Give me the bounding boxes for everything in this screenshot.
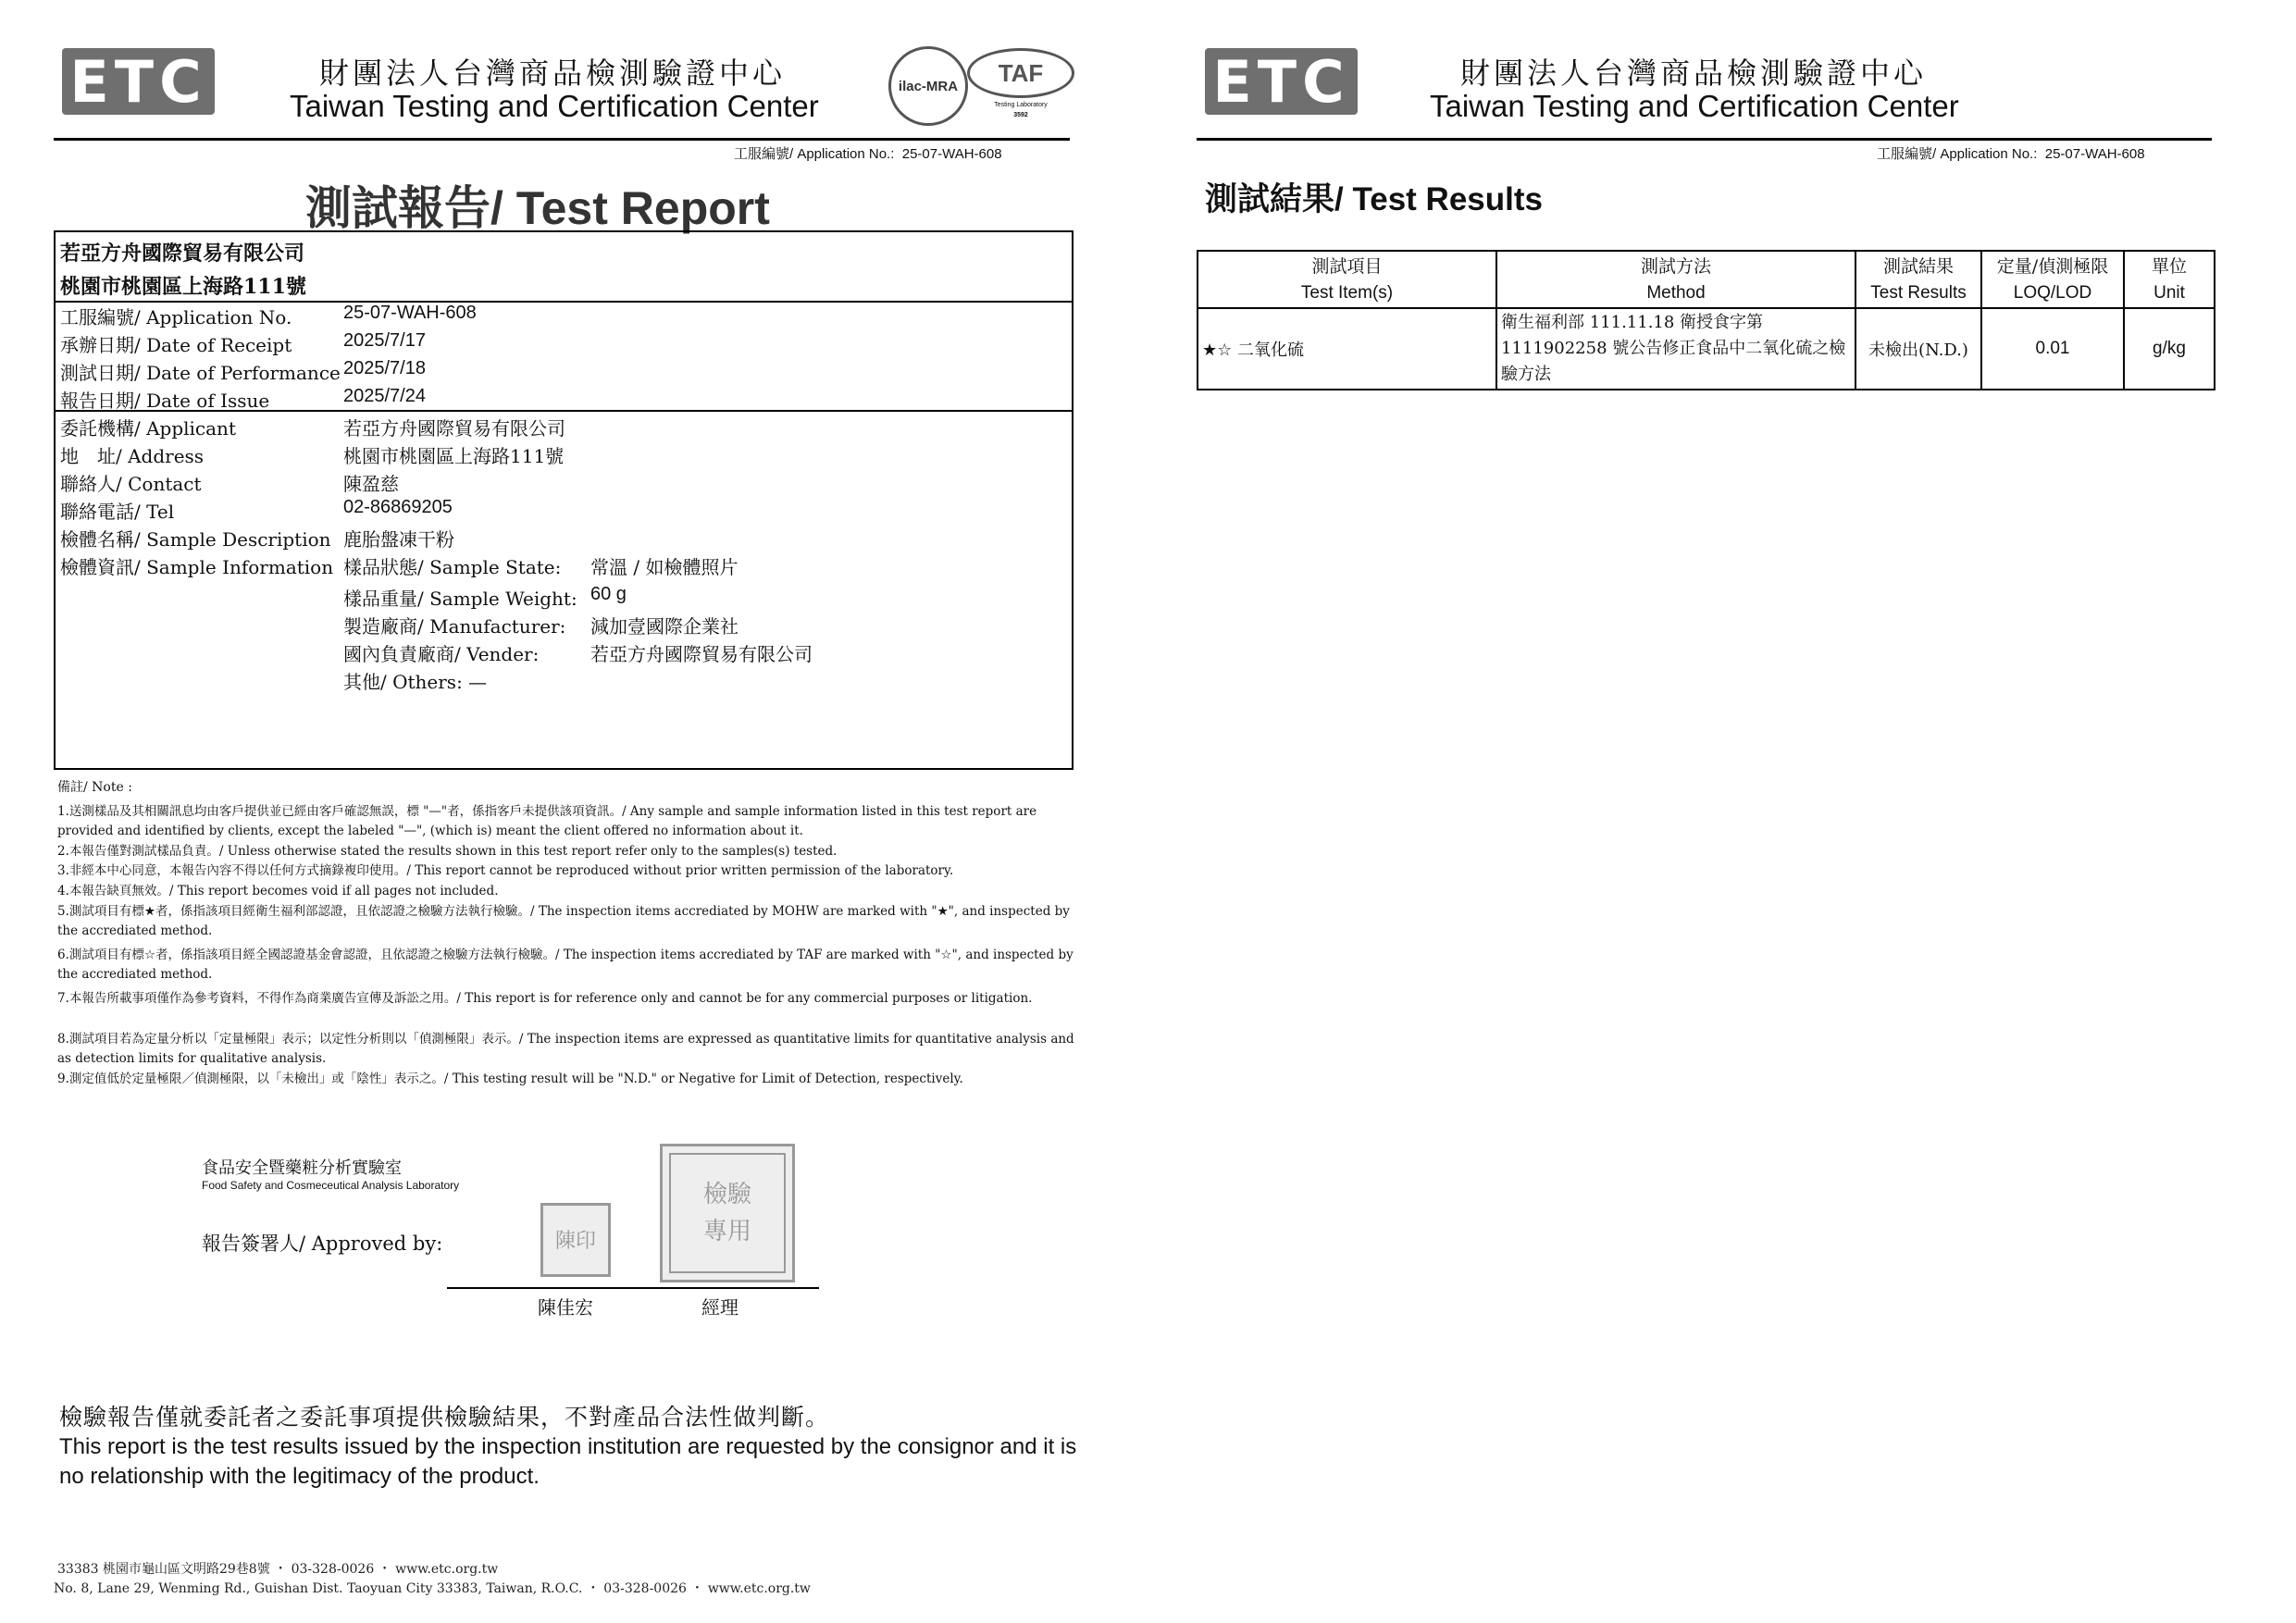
taf-logo: TAF xyxy=(967,48,1074,98)
note-item: 6.測試項目有標☆者，係指該項目經全國認證基金會認證，且依認證之檢驗方法執行檢驗。/ The inspection items accrediated by TAF are marked with "☆", and inspected by the accrediated method. xyxy=(57,948,1074,982)
meta-value: 2025/7/18 xyxy=(343,358,426,378)
detail-label: 地 址/ Address xyxy=(60,445,205,467)
column-header xyxy=(1198,251,1496,308)
detail-label: 檢體名稱/ Sample Description xyxy=(60,528,331,551)
lab-name-zh: 食品安全暨藥粧分析實驗室 xyxy=(202,1158,402,1178)
sample-info-label: 樣品重量/ Sample Weight: xyxy=(343,588,577,610)
column-header-zh: 定量/偵測極限 xyxy=(1996,255,2109,277)
sample-info-others-value: — xyxy=(468,671,488,693)
method-cell: 衛生福利部 111.11.18 衛授食字第 1111902258 號公告修正食品中二氧化硫之檢驗方法 xyxy=(1496,308,1855,390)
sample-info-label: 製造廠商/ Manufacturer: xyxy=(343,615,566,638)
column-header-zh: 測試方法 xyxy=(1640,255,1711,277)
client-address: 桃園市桃園區上海路111號 xyxy=(60,275,306,299)
note-item: 7.本報告所載事項僅作為參考資料，不得作為商業廣告宣傳及訴訟之用。/ This report is for reference only and cannot be for any commercial purposes or litigation. xyxy=(57,991,1033,1006)
header-rule xyxy=(1197,138,2212,141)
client-box xyxy=(54,230,1074,303)
org-name-en: Taiwan Testing and Certification Center xyxy=(290,89,819,123)
signer-name: 陳佳宏 xyxy=(538,1296,593,1319)
results-table xyxy=(1197,250,2215,390)
sample-info-label xyxy=(343,667,487,694)
unit-cell: g/kg xyxy=(2124,308,2215,390)
etc-logo: ETC xyxy=(62,48,215,115)
meta-value: 2025/7/24 xyxy=(343,386,426,406)
disclaimer-en: This report is the test results issued by the inspection institution are requested by the consignor and it is no relationship with the legitimacy of the product. xyxy=(59,1434,1077,1489)
sample-info-others-label: 其他/ Others: xyxy=(343,671,463,693)
column-header xyxy=(1496,251,1855,308)
svg-text:檢驗: 檢驗 xyxy=(702,1181,752,1208)
detail-value: 桃園市桃園區上海路111號 xyxy=(343,445,565,467)
sample-info-label: 國內負責廠商/ Vender: xyxy=(343,643,540,665)
details-box xyxy=(54,410,1074,770)
column-header xyxy=(2124,251,2215,308)
application-no-value: 25-07-WAH-608 xyxy=(901,146,1002,162)
etc-logo: ETC xyxy=(1205,48,1358,115)
column-header xyxy=(1855,251,1981,308)
application-no-value: 25-07-WAH-608 xyxy=(2044,146,2145,162)
approved-by-label: 報告簽署人/ Approved by: xyxy=(202,1233,443,1255)
taf-lab-label: Testing Laboratory xyxy=(994,102,1048,108)
application-no-label: 工服編號/ Application No.: xyxy=(734,146,895,162)
column-header-en: LOQ/LOD xyxy=(2013,282,2092,303)
sample-info-value: 60 g xyxy=(590,584,627,604)
column-header xyxy=(1981,251,2124,308)
column-header-en: Method xyxy=(1646,282,1706,303)
svg-text:陳印: 陳印 xyxy=(554,1230,597,1253)
detail-value: 鹿胎盤凍干粉 xyxy=(343,528,454,551)
signer-seal xyxy=(540,1203,611,1277)
footer-address-en: No. 8, Lane 29, Wenming Rd., Guishan Dist. Taoyuan City 33383, Taiwan, R.O.C. ・ 03-328-0026 ・ www.etc.org.tw xyxy=(54,1581,811,1596)
column-header-zh: 測試結果 xyxy=(1882,255,1954,277)
note-heading: 備註/ Note : xyxy=(57,780,132,795)
report-title xyxy=(305,171,770,238)
report-title-en: / Test Report xyxy=(490,182,770,234)
client-name: 若亞方舟國際貿易有限公司 xyxy=(60,242,305,266)
meta-value: 25-07-WAH-608 xyxy=(343,303,477,323)
column-header-zh: 單位 xyxy=(2151,255,2187,277)
org-name-zh: 財團法人台灣商品檢測驗證中心 xyxy=(319,56,787,91)
detail-value: 陳盈慈 xyxy=(343,473,399,495)
application-no-label: 工服編號/ Application No.: xyxy=(1877,146,2038,162)
results-title xyxy=(1205,174,1543,220)
results-header-row xyxy=(1198,251,2215,308)
sample-info-value: 減加壹國際企業社 xyxy=(590,615,738,638)
result-cell: 未檢出(N.D.) xyxy=(1855,308,1981,390)
results-title-zh: 測試結果 xyxy=(1205,180,1335,218)
official-stamp xyxy=(660,1144,795,1282)
note-item: 5.測試項目有標★者，係指該項目經衛生福利部認證，且依認證之檢驗方法執行檢驗。/ The inspection items accrediated by MOHW are marked with "★", and inspected by the accrediated method. xyxy=(57,904,1070,938)
meta-label: 工服編號/ Application No. xyxy=(60,306,292,328)
sample-info-label: 樣品狀態/ Sample State: xyxy=(343,556,562,578)
detail-value: 02-86869205 xyxy=(343,497,453,517)
lab-name-en: Food Safety and Cosmeceutical Analysis Laboratory xyxy=(202,1179,460,1192)
application-no-line xyxy=(734,143,1002,163)
meta-value: 2025/7/17 xyxy=(343,330,426,351)
sample-info-value: 常溫 / 如檢體照片 xyxy=(590,556,738,578)
note-item: 4.本報告缺頁無效。/ This report becomes void if all pages not included. xyxy=(57,884,499,898)
detail-label: 委託機構/ Applicant xyxy=(60,417,236,440)
column-header-en: Test Results xyxy=(1870,282,1967,303)
column-header-zh: 測試項目 xyxy=(1311,255,1383,277)
note-item: 8.測試項目若為定量分析以「定量極限」表示；以定性分析則以「偵測極限」表示。/ The inspection items are expressed as quantitative limits for quantitative analysis and as detection limits for qualitative analysis. xyxy=(57,1032,1074,1066)
signature-line xyxy=(447,1287,819,1289)
results-title-en: / Test Results xyxy=(1334,181,1543,217)
note-item: 9.測定值低於定量極限／偵測極限，以「未檢出」或「陰性」表示之。/ This testing result will be "N.D." or Negative for Limit of Detection, respectively. xyxy=(57,1072,963,1086)
meta-box xyxy=(54,299,1074,412)
org-name-en: Taiwan Testing and Certification Center xyxy=(1430,89,1959,123)
column-header-en: Test Item(s) xyxy=(1300,282,1394,303)
svg-text:專用: 專用 xyxy=(702,1218,752,1245)
detail-label: 聯絡電話/ Tel xyxy=(60,501,175,523)
note-item: 2.本報告僅對測試樣品負責。/ Unless otherwise stated the results shown in this test report refer only to the samples(s) tested. xyxy=(57,844,838,859)
report-page-2 xyxy=(1148,0,2296,1623)
note-item: 3.非經本中心同意，本報告內容不得以任何方式摘錄複印使用。/ This report cannot be reproduced without prior written permission of the laboratory. xyxy=(57,863,954,878)
detail-value: 若亞方舟國際貿易有限公司 xyxy=(343,417,565,440)
sample-info-value: 若亞方舟國際貿易有限公司 xyxy=(590,643,813,665)
disclaimer-zh: 檢驗報告僅就委託者之委託事項提供檢驗結果，不對產品合法性做判斷。 xyxy=(59,1404,830,1431)
test-item-cell: ★☆ 二氧化硫 xyxy=(1198,308,1496,390)
taf-lab-number: 3592 xyxy=(1013,112,1028,118)
header-rule xyxy=(54,138,1070,141)
ilac-mra-logo: ilac-MRA xyxy=(888,46,968,126)
report-title-zh: 測試報告 xyxy=(305,180,490,235)
meta-label: 報告日期/ Date of Issue xyxy=(60,390,270,412)
signer-title: 經理 xyxy=(701,1296,738,1319)
loq-cell: 0.01 xyxy=(1981,308,2124,390)
detail-label: 檢體資訊/ Sample Information xyxy=(60,556,334,578)
footer-address-zh: 33383 桃園市龜山區文明路29巷8號 ・ 03-328-0026 ・ www.etc.org.tw xyxy=(57,1562,499,1577)
detail-label: 聯絡人/ Contact xyxy=(60,473,202,495)
note-item: 1.送測樣品及其相關訊息均由客戶提供並已經由客戶確認無誤，標 "—"者，係指客戶未提供該項資訊。/ Any sample and sample information listed in this test report are provided and identified by clients, except the labeled "—", (which is) meant the client offered no information about it. xyxy=(57,804,1037,838)
meta-label: 測試日期/ Date of Performance xyxy=(60,362,341,384)
application-no-line xyxy=(1877,143,2145,163)
column-header-en: Unit xyxy=(2153,282,2185,303)
meta-label: 承辦日期/ Date of Receipt xyxy=(60,334,292,356)
org-name-zh: 財團法人台灣商品檢測驗證中心 xyxy=(1460,56,1928,91)
table-row xyxy=(1198,308,2215,390)
